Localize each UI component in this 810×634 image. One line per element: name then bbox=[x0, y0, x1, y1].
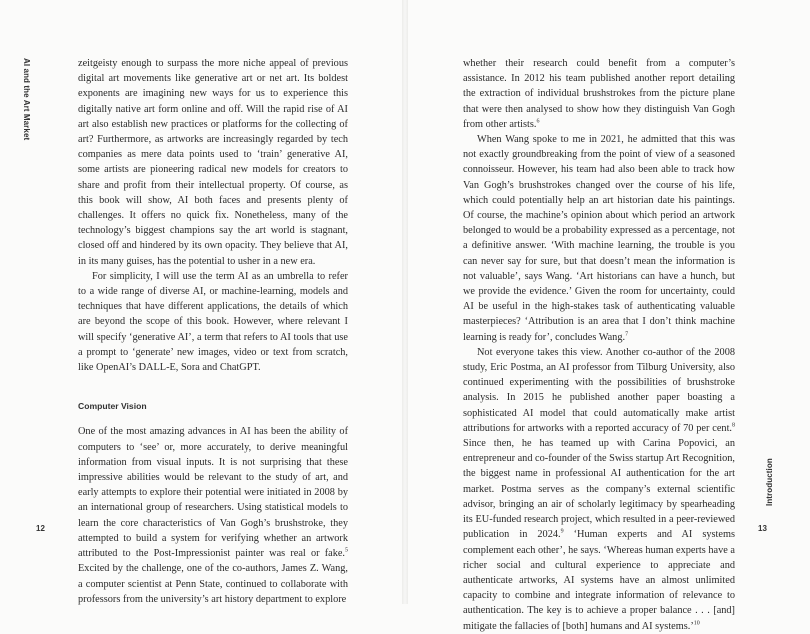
book-gutter bbox=[402, 0, 408, 604]
running-head-left: AI and the Art Market bbox=[22, 58, 31, 141]
page-number-right: 13 bbox=[758, 524, 767, 533]
section-heading: Computer Vision bbox=[78, 401, 147, 412]
paragraph bbox=[78, 424, 348, 606]
paragraph-text: Not everyone takes this view. Another co-author of the 2008 study, Eric Postma, an AI professor from Tilburg University, also continued experimenting with the possibilities of brushstroke analysis. In 2015 he published another paper boasting a sophisticated AI model that could automatically make artist attributions for artworks with a reported accuracy of 70 per cent. bbox=[463, 346, 735, 434]
paragraph bbox=[463, 56, 735, 132]
footnote-marker: 9 bbox=[560, 528, 564, 535]
paragraph-text: When Wang spoke to me in 2021, he admitted that this was not exactly groundbreaking from the point of view of a seasoned connoisseur. However, his team had also been able to track how Van Gogh’s brushstrokes changed over the course of his life, which could potentially help an art historian date his paintings. Of course, the machine’s opinion about which period an artwork belonged to would be a probability expressed as a percentage, not a definitive answer. ‘With machine learning, the trouble is you can never say for sure, but that doesn’t mean the information is not valuable’, says Wang. ‘Art historians can have a hunch, but we provide the evidence.’ Given the room for uncertainty, could AI be useful in the high-stakes task of authenticating valuable masterpieces? ‘Attribution is an area that I don’t think machine learning is ready for’, concludes Wang. bbox=[463, 134, 735, 343]
footnote-marker: 8 bbox=[732, 422, 735, 429]
paragraph: For simplicity, I will use the term AI as an umbrella to refer to a wide range of diverse AI, or machine-learning, models and techniques that have different applications, the details of which are beyond the scope of this book. However, where relevant I will specify ‘generative AI’, a term that refers to AI tools that use a prompt to ‘generate’ new images, video or text from scratch, like OpenAI’s DALL-E, Sora and ChatGPT. bbox=[78, 270, 348, 374]
running-head-right: Introduction bbox=[765, 458, 774, 506]
left-body-text bbox=[78, 56, 348, 607]
paragraph-text: One of the most amazing advances in AI has been the ability of computers to ‘see’ or, more accurately, to derive meaningful information from visual inputs. It is not surprising that these impressive abilities would be relevant to the study of art, and early attempts to explore their potential were initiated in 2008 by an international group of researchers. Using statistical models to learn the core characteristics of Van Gogh’s brushstroke, they attempted to build a system for verifying whether an artwork attributed to the Post-Impressionist painter was real or fake. bbox=[78, 426, 348, 560]
footnote-marker: 7 bbox=[625, 331, 629, 338]
right-body-text bbox=[463, 56, 735, 634]
paragraph: zeitgeisty enough to surpass the more niche appeal of previous digital art movements like generative art or net art. Its boldest exponents are imagining new ways for us to experience this digitally native art form online and off. Will the rapid rise of AI art also establish new practices or platforms for the collecting of art? Furthermore, as artworks are increasingly regarded by tech companies as mere data points used to ‘train’ generative AI, some artists are pioneering radical new models for creators to share and profit from their intellectual property. Of course, as this book will show, AI both faces and presents plenty of challenges. It offers no quick fix. Nonetheless, many of the technology’s biggest champions say the art world is stagnant, closed off and hindered by its own opacity. They believe that AI, in its many guises, has the potential to usher in a new era. bbox=[78, 58, 348, 267]
paragraph bbox=[463, 345, 735, 634]
footnote-marker: 6 bbox=[536, 118, 540, 125]
page-number-left: 12 bbox=[36, 524, 45, 533]
paragraph bbox=[463, 132, 735, 345]
footnote-marker: 10 bbox=[693, 620, 700, 627]
paragraph-text: whether their research could benefit from a computer’s assistance. In 2012 his team published another report detailing the extraction of individual brushstrokes from the picture plane that were then analysed to show how they distinguish Van Gogh from other artists. bbox=[463, 58, 735, 130]
paragraph-text: ‘Human experts and AI systems complement each other’, he says. ‘Whereas human experts have a richer social and cultural experience to appreciate and authenticate artworks, AI systems have an almost unlimited capacity to combine and integrate information of relevance to authentication. The key is to achieve a proper balance . . . [and] mitigate the fallacies of [both] humans and AI systems.’ bbox=[463, 529, 735, 632]
footnote-marker: 5 bbox=[345, 547, 348, 554]
paragraph-text: Since then, he has teamed up with Carina Popovici, an entrepreneur and co-founder of the Swiss startup Art Recognition, the biggest name in professional AI authentication for the art market. Postma serves as the company’s external scientific advisor, bringing an air of scholarly legitimacy by spearheading its EU-funded research project, which resulted in a peer-reviewed publication in 2024. bbox=[463, 438, 735, 541]
paragraph-text: Excited by the challenge, one of the co-authors, James Z. Wang, a computer scientist at Penn State, continued to collaborate with professors from the university’s art history department to explore bbox=[78, 563, 348, 605]
